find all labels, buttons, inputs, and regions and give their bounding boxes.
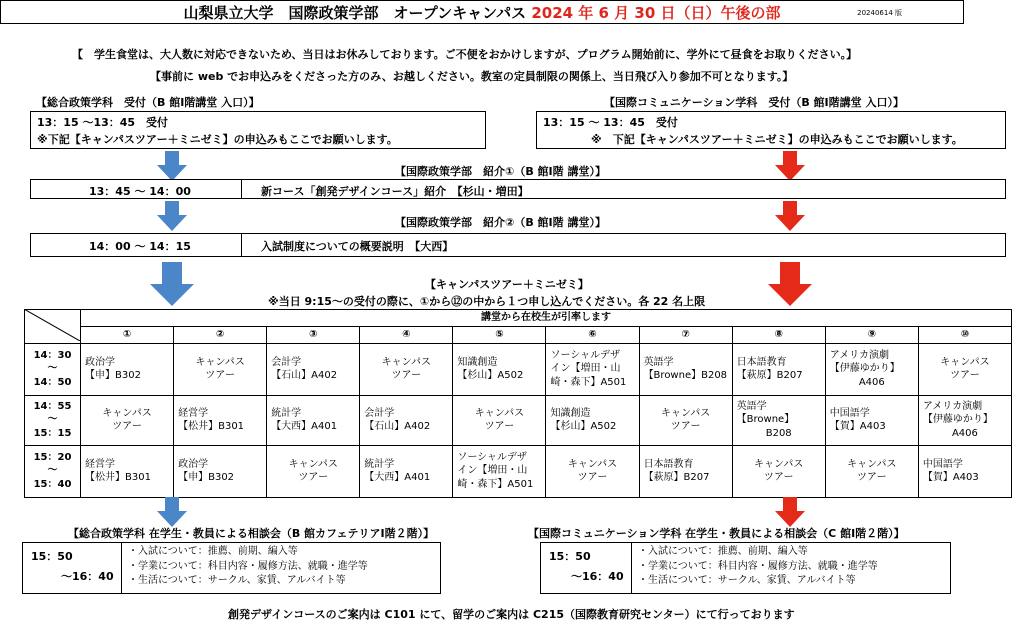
cell-text-line: 【Browne】B208 [643,370,728,381]
cell-text-line: ツアー [763,472,794,483]
consult-right-time-end: ～16：40 [571,570,624,583]
column-header: ④ [360,326,453,343]
cell-text-line: ツアー [112,421,142,432]
consult-right-topics-box [631,542,951,594]
cell-text-line: 【Browne】 [736,414,795,426]
down-arrow-blue-icon [157,497,187,527]
campus-tour-cell [267,445,360,497]
reception-left-box [30,111,486,149]
campus-tour-cell [174,343,267,395]
cell-text-line: 【杉山】A502 [550,421,617,432]
column-header: ③ [267,326,360,343]
consult-left-heading: 【総合政策学科 在学生・教員による相談会（B 館カフェテリアⅠ階２階）】 [68,527,435,540]
intro2-divider [241,234,242,256]
column-header: ⑩ [918,326,1011,343]
reception-left-time: 13：15 ～13：45 受付 [37,116,169,129]
consult-left-time-box [22,542,122,594]
list-item: ・入試について：推薦、前期、編入等 [128,546,298,557]
cell-text-line: キャンパス [940,356,990,368]
mini-seminar-cell [639,343,732,395]
time-slot-tilde: ～ [47,465,58,477]
cell-text-line: ソーシャルデザ [457,451,527,463]
cell-text-line: 【杉山】A502 [457,370,524,381]
down-arrow-blue-icon [157,151,187,181]
column-header: ⑥ [546,326,639,343]
reception-left-note: ※下記【キャンパスツアー＋ミニゼミ】の申込みもここでお願いします。 [37,133,398,146]
cell-text-line: 【伊藤ゆかり】 [829,363,900,375]
cell-text-line: 英語学 [643,356,674,368]
time-slot-cell [25,395,81,445]
down-arrow-blue-icon [150,262,194,306]
intro2-time: 14：00 ～ 14：15 [89,240,191,253]
cell-text-line: ツアー [298,472,329,483]
cell-text-line: 統計学 [364,458,395,470]
mini-seminar-cell [267,343,360,395]
down-arrow-red-icon [775,201,805,231]
cell-text-line: ソーシャルデザ [550,349,621,361]
title-main: 山梨県立大学 国際政策学部 オープンキャンパス [183,4,527,22]
mini-seminar-cell [732,395,825,445]
cell-text-line: アメリカ演劇 [922,400,983,412]
time-slot-time-start: 14：30 [33,349,72,361]
consult-right-heading: 【国際コミュニケーション学科 在学生・教員による相談会（C 館Ⅰ階２階）】 [528,527,905,540]
cell-text-line: ツアー [950,370,980,381]
mini-seminar-cell [81,445,174,497]
campus-tour-cell [639,395,732,445]
cell-text-line: 政治学 [178,458,209,470]
down-arrow-blue-icon [157,201,187,231]
cell-text-line: 【賀】A403 [829,421,886,432]
cell-text-line: 中国語学 [922,458,963,470]
cell-text-line: A406 [951,427,978,439]
consult-left-list [128,545,368,589]
cell-text-line: ツアー [670,421,701,432]
cell-text-line: ツアー [484,421,515,432]
mini-seminar-cell [546,395,639,445]
mini-seminar-cell [918,395,1011,445]
column-header: ② [174,326,267,343]
cell-text-line: ツアー [205,370,235,381]
intro1-content: 新コース「創発デザインコース」紹介 【杉山・増田】 [261,185,529,198]
cell-text-line: 【賀】A403 [922,472,979,483]
time-slot-time-end: 15：40 [33,478,72,490]
mini-seminar-cell [918,445,1011,497]
cell-text-line: 経営学 [85,458,115,470]
cell-text-line: 会計学 [271,356,302,368]
cell-text-line: 日本語教育 [736,356,787,368]
mini-seminar-cell [732,343,825,395]
mini-seminar-cell [360,445,453,497]
intro2-heading: 【国際政策学部 紹介②（B 館Ⅰ階 講堂）】 [395,216,606,229]
cell-text-line: A406 [858,376,885,388]
cell-text-line: B208 [765,427,792,439]
version-label: 20240614 版 [857,9,902,17]
cell-text-line: 【松井】B301 [178,421,245,432]
reception-right-heading: 【国際コミュニケーション学科 受付（B 館Ⅰ階講堂 入口）】 [604,96,904,109]
cell-text-line: キャンパス [102,407,152,419]
intro1-divider [241,180,242,198]
intro2-content: 入試制度についての概要説明 【大西】 [261,240,454,253]
mini-seminar-cell [174,395,267,445]
cell-text-line: 【大西】A401 [364,472,431,483]
cell-text-line: 【石山】A402 [271,370,338,381]
cell-text-line: イン【増田・山 [457,465,528,477]
campus-tour-cell [81,395,174,445]
time-slot-tilde: ～ [47,363,58,375]
mini-seminar-cell [174,445,267,497]
reception-right-box [536,111,1006,149]
title-date: 2024 年 6 月 30 日（日）午後の部 [531,4,781,22]
column-header: ⑧ [732,326,825,343]
mini-seminar-cell [639,445,732,497]
cell-text-line: ツアー [391,370,422,381]
list-item: ・生活について：サークル、家賃、アルバイト等 [128,575,346,586]
intro1-box [30,179,1006,199]
cell-text-line: イン【増田・山 [550,363,621,375]
cell-text-line: 【申】B302 [85,370,141,381]
column-header: ⑦ [639,326,732,343]
title-box [0,0,964,24]
list-item: ・生活について：サークル、家賃、アルバイト等 [638,575,856,586]
table-row [25,395,1012,445]
down-arrow-red-icon [775,497,805,527]
cell-text-line: キャンパス [660,407,711,419]
column-header: ⑨ [825,326,918,343]
mini-seminar-cell [825,343,918,395]
table-row [25,343,1012,395]
campus-tour-cell [453,395,546,445]
cell-text-line: 【萩原】B207 [736,370,803,381]
cell-text-line: 崎・森下】A501 [550,376,627,388]
cell-text-line: 【石山】A402 [364,421,431,432]
campus-tour-cell [825,445,918,497]
cell-text-line: キャンパス [474,407,525,419]
consult-left-topics-box [121,542,441,594]
cell-text-line: 【大西】A401 [271,421,338,432]
consult-left-time-start: 15：50 [31,550,73,563]
registration-notice: 【事前に web でお申込みをくださった方のみ、お越しください。教室の定員制限の関係上、当日飛び入り参加不可となります。】 [150,70,794,83]
cell-text-line: 会計学 [364,407,395,419]
cell-text-line: 知識創造 [457,356,498,368]
cell-text-line: 経営学 [178,407,209,419]
intro2-box [30,233,1006,257]
time-slot-time-end: 14：50 [33,376,72,388]
cell-text-line: 統計学 [271,407,302,419]
campus-tour-cell [360,343,453,395]
cell-text-line: ツアー [577,472,608,483]
tour-note: ※当日 9:15～の受付の際に、①から⑫の中から１つ申し込んでください。各 22 名上限 [268,295,706,308]
mini-seminar-cell [825,395,918,445]
cafeteria-notice: 【 学生食堂は、大人数に対応できないため、当日はお休みしております。ご不便をおかけしますが、プログラム開始前に、学外にて昼食をお取りください。】 [72,48,858,61]
list-item: ・学業について：科目内容・履修方法、就職・進学等 [638,560,878,572]
time-slot-tilde: ～ [47,414,58,426]
consult-right-time-box [540,542,632,594]
mini-seminar-cell [453,343,546,395]
cell-text-line: 知識創造 [550,407,591,419]
cell-text-line: ツアー [856,472,887,483]
consult-right-list [638,545,878,589]
intro1-heading: 【国際政策学部 紹介①（B 館Ⅰ階 講堂）】 [395,165,606,178]
column-header: ① [81,326,174,343]
reception-right-time: 13：15 ～ 13：45 受付 [543,116,678,129]
time-slot-cell [25,343,81,395]
cell-text-line: キャンパス [567,458,618,470]
mini-seminar-cell [453,445,546,497]
mini-seminar-cell [81,343,174,395]
cell-text-line: キャンパス [195,356,245,368]
column-header: ⑤ [453,326,546,343]
campus-tour-cell [918,343,1011,395]
time-slot-cell [25,445,81,497]
cell-text-line: キャンパス [754,458,804,470]
mini-seminar-cell [546,343,639,395]
list-item: ・学業について：科目内容・履修方法、就職・進学等 [128,560,368,572]
cell-text-line: 【萩原】B207 [643,472,710,483]
down-arrow-red-icon [775,151,805,181]
mini-seminar-cell [360,395,453,445]
time-slot-time-start: 15：20 [33,451,72,463]
consult-left-time-end: ～16：40 [61,570,114,583]
cell-text-line: 【松井】B301 [85,472,151,483]
consult-right-time-start: 15：50 [549,550,591,563]
time-slot-time-start: 14：55 [33,400,72,412]
time-slot-time-end: 15：15 [33,427,72,439]
cell-text-line: アメリカ演劇 [829,349,890,361]
cell-text-line: キャンパス [381,356,431,368]
cell-text-line: 【申】B302 [178,472,235,483]
tour-heading: 【キャンパスツアー＋ミニゼミ】 [425,278,589,291]
campus-tour-cell [732,445,825,497]
reception-right-note: ※ 下記【キャンパスツアー＋ミニゼミ】の申込みもここでお願いします。 [591,133,963,146]
guide-note: 講堂から在校生が引率します [81,310,1012,327]
cell-text-line: 日本語教育 [643,458,694,470]
cell-text-line: 英語学 [736,400,767,412]
cell-text-line: 崎・森下】A501 [457,478,534,490]
footer-note: 創発デザインコースのご案内は C101 にて、留学のご案内は C215（国際教育研究センター）にて行っております [228,608,795,621]
tour-schedule-table [24,309,1012,498]
cell-text-line: 【伊藤ゆかり】 [922,414,993,426]
list-item: ・入試について：推薦、前期、編入等 [638,546,808,557]
intro1-time: 13：45 ～ 14：00 [89,185,191,198]
page-title [0,2,964,23]
reception-left-heading: 【総合政策学科 受付（B 館Ⅰ階講堂 入口）】 [36,96,260,109]
cell-text-line: 中国語学 [829,407,870,419]
table-row [25,445,1012,497]
table-corner-diagonal [24,309,80,341]
down-arrow-red-icon [768,262,812,306]
cell-text-line: キャンパス [847,458,897,470]
cell-text-line: キャンパス [288,458,338,470]
campus-tour-cell [546,445,639,497]
mini-seminar-cell [267,395,360,445]
cell-text-line: 政治学 [85,356,115,368]
